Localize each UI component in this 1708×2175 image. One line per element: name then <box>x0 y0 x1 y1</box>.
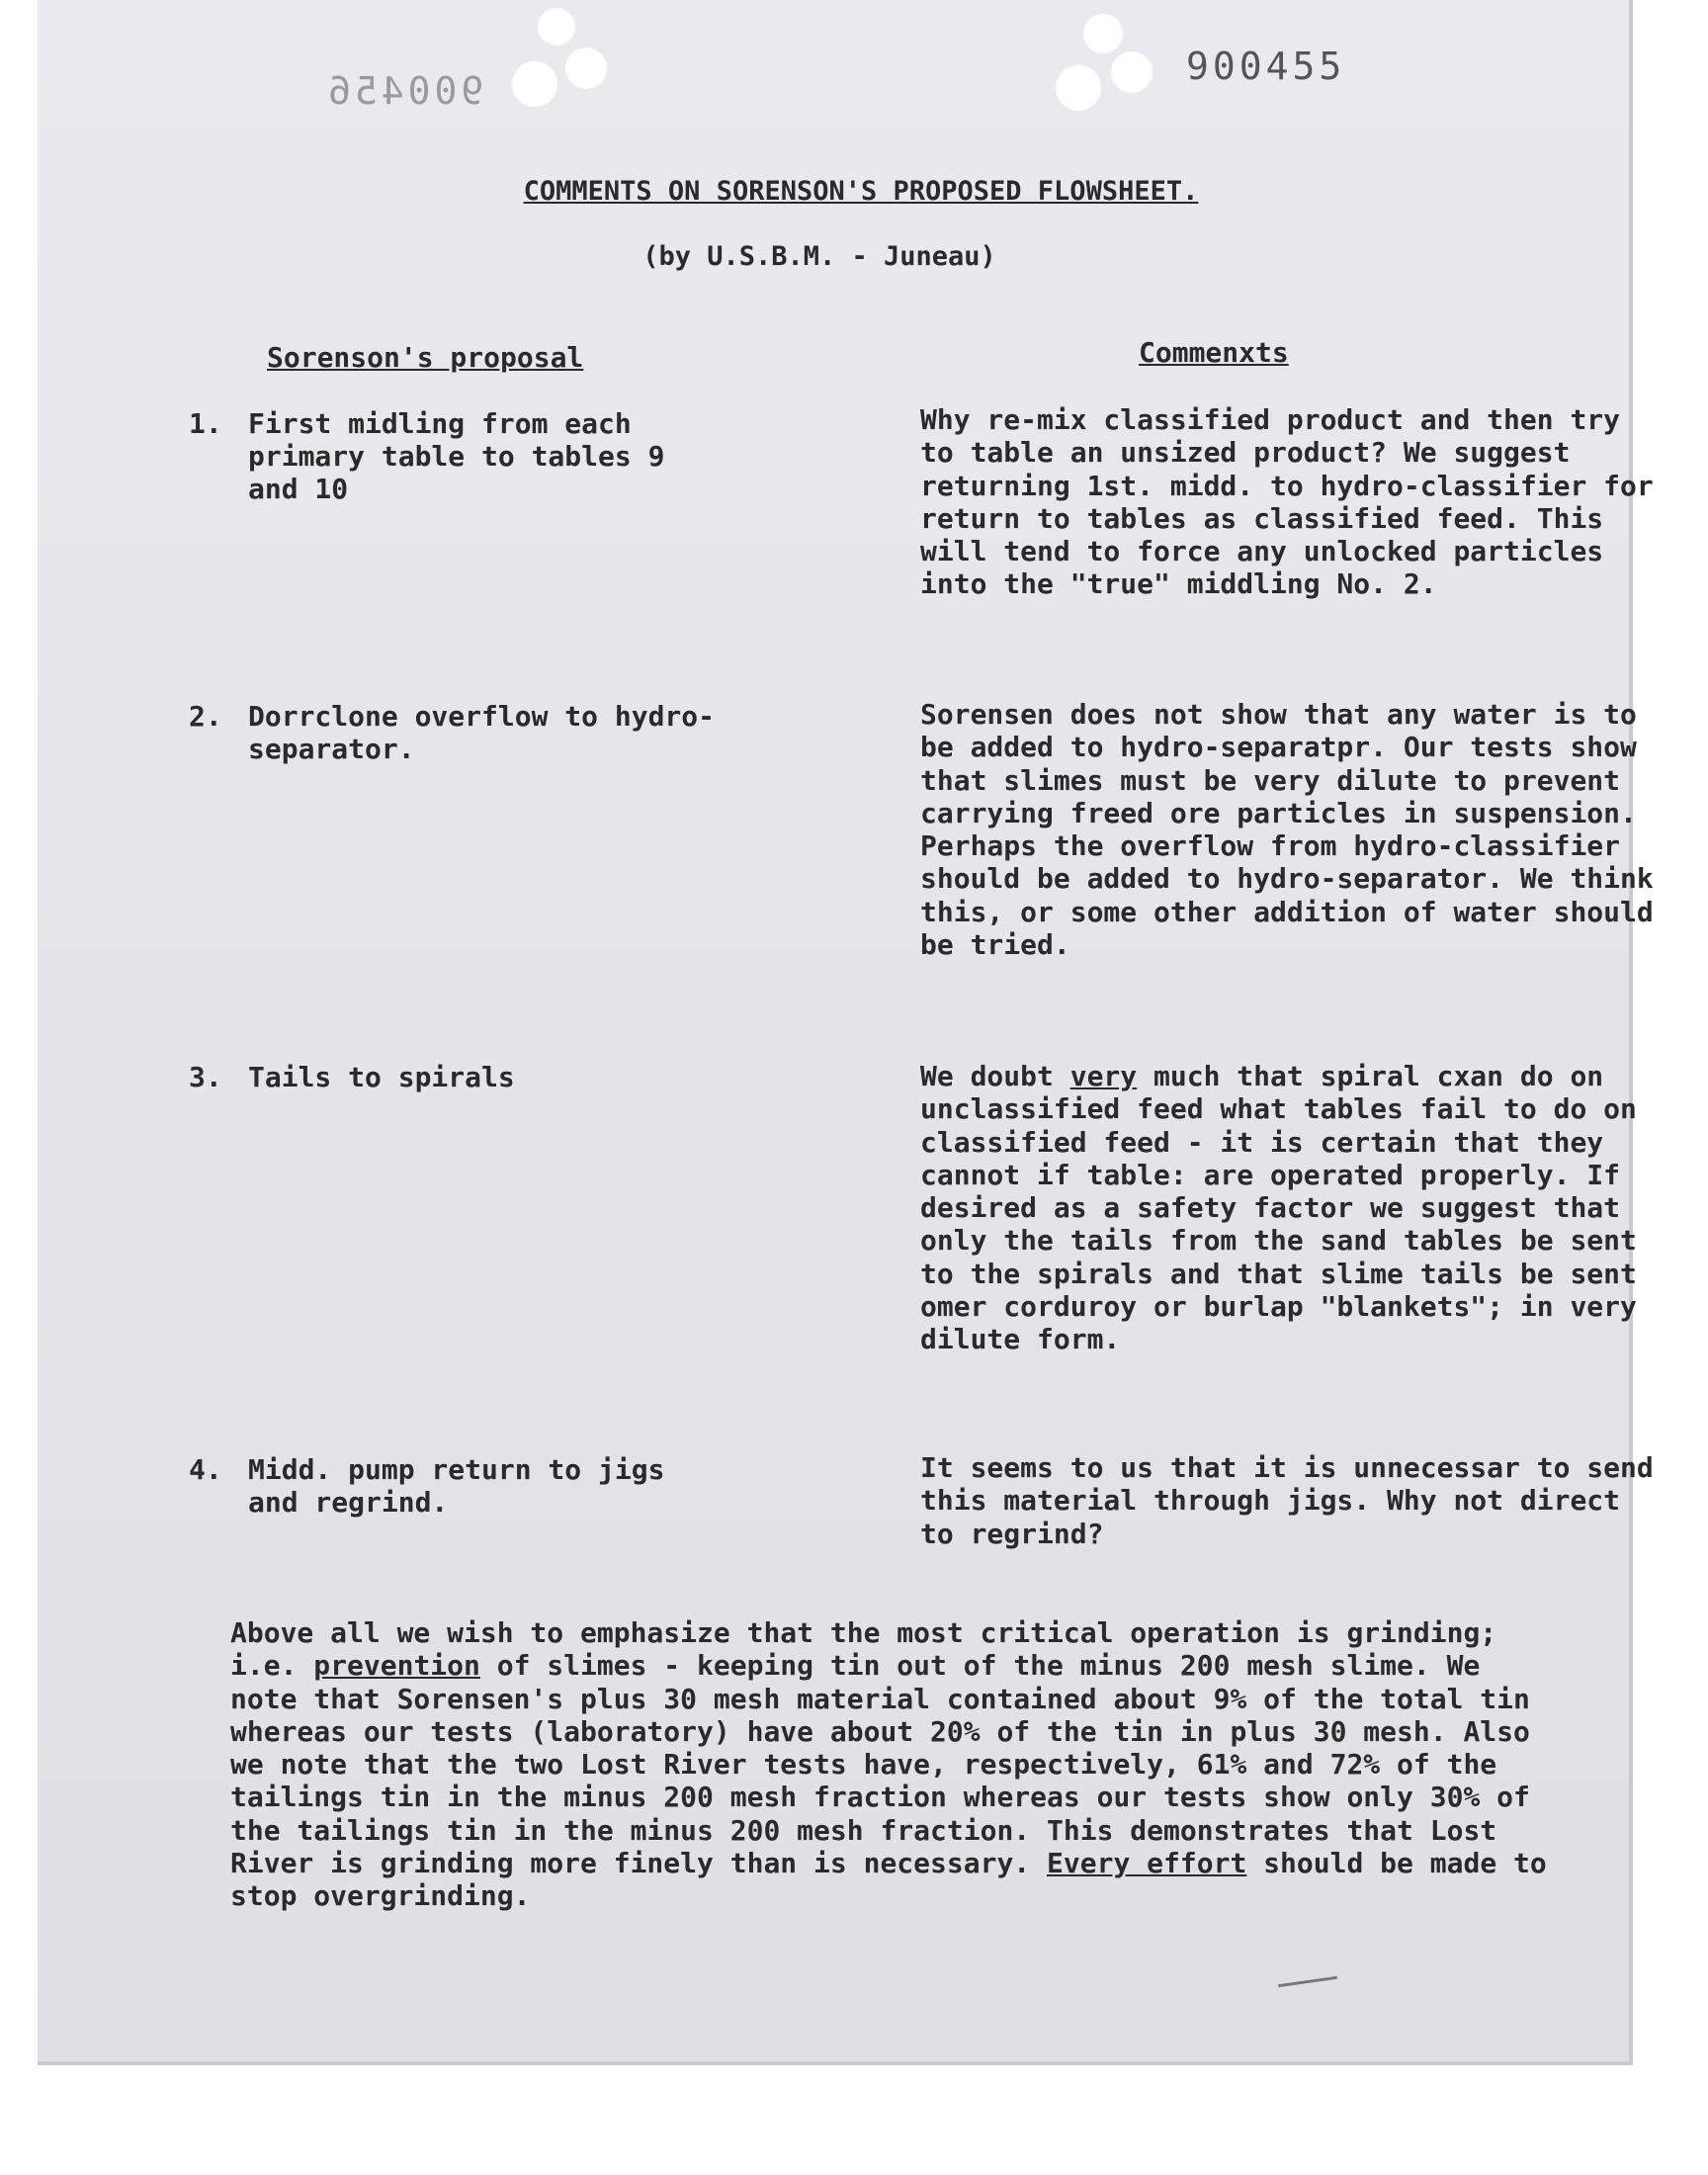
comment-text <box>920 1060 1657 1356</box>
summary-text: should be made to stop overgrinding. <box>230 1847 1547 1913</box>
punch-hole <box>565 47 607 89</box>
proposal-text: Midd. pump return to jigs and regrind. <box>248 1453 665 1519</box>
underlined-emphasis: very <box>1069 1060 1138 1092</box>
punch-hole <box>512 61 557 107</box>
punch-hole <box>1083 14 1123 53</box>
summary-paragraph <box>230 1616 1555 1913</box>
proposal-text: Dorrclone overflow to hydro-separator. <box>248 700 716 765</box>
document-title: COMMENTS ON SORENSON'S PROPOSED FLOWSHEET. <box>523 176 1199 207</box>
underlined-emphasis: Every effort <box>1047 1847 1247 1880</box>
comment-text-start: We doubt <box>920 1060 1070 1092</box>
document-subtitle: (by U.S.B.M. - Juneau) <box>642 241 996 272</box>
column-header-comments: Commenxts <box>1139 336 1289 369</box>
punch-hole <box>1111 51 1153 93</box>
item-number: 2. <box>189 700 222 733</box>
proposal-text: Tails to spirals <box>248 1061 515 1093</box>
comment-text: Sorensen does not show that any water is to be added to hydro-separatpr. Our tests show that slimes must be very dilute to prevent carrying freed ore particles in suspension. Perhaps the overflow from hydro-classifier should be added to hydro-separator. We think this, or some other addition of water should be tried. <box>920 698 1654 962</box>
item-number: 4. <box>189 1453 222 1486</box>
summary-text: Above all we wish to emphasize that the most critical operation is grinding; i.e. <box>230 1616 1497 1683</box>
comment-text-rest: much that spiral cxan do on unclassified feed what tables fail to do on classified feed - it is certain that they cannot if table: are operated properly. If desired as a safety factor we suggest that only the tails from the sand tables be sent to the spirals and that slime tails be sent omer corduroy or burlap "blankets"; in very dilute form. <box>920 1060 1637 1356</box>
pen-mark <box>1278 1976 1337 1987</box>
summary-text: of slimes - keeping tin out of the minus 200 mesh slime. We note that Sorensen's plus 30 mesh material contained about 9% of the total tin whereas our tests (laboratory) have about 20% of the tin in plus 30 mesh. Also we note that the two Lost River tests have, respectively, 61% and 72% of the tailings tin in the minus 200 mesh fraction whereas our tests show only 30% of the tailings tin in the minus 200 mesh fraction. This demonstrates that Lost River is grinding more finely than is necessary. <box>230 1649 1530 1880</box>
underlined-emphasis: prevention <box>313 1649 480 1683</box>
document-page <box>38 0 1654 2065</box>
punch-hole <box>538 8 575 45</box>
punch-hole <box>1056 65 1101 111</box>
comment-text: It seems to us that it is unnecessar to send this material through jigs. Why not direct to regrind? <box>920 1451 1654 1550</box>
proposal-text: First midling from each primary table to tables 9 and 10 <box>248 407 665 505</box>
item-number: 3. <box>189 1061 222 1093</box>
column-header-proposal: Sorenson's proposal <box>267 341 584 374</box>
page-stamp-mirrored: 900456 <box>324 69 484 113</box>
page-stamp: 900455 <box>1186 44 1346 88</box>
item-number: 1. <box>189 407 222 440</box>
comment-text: Why re-mix classified product and then try to table an unsized product? We suggest returning 1st. midd. to hydro-classifier for return to tables as classified feed. This will tend to force any unlocked particles into the "true" middling No. 2. <box>920 403 1654 601</box>
